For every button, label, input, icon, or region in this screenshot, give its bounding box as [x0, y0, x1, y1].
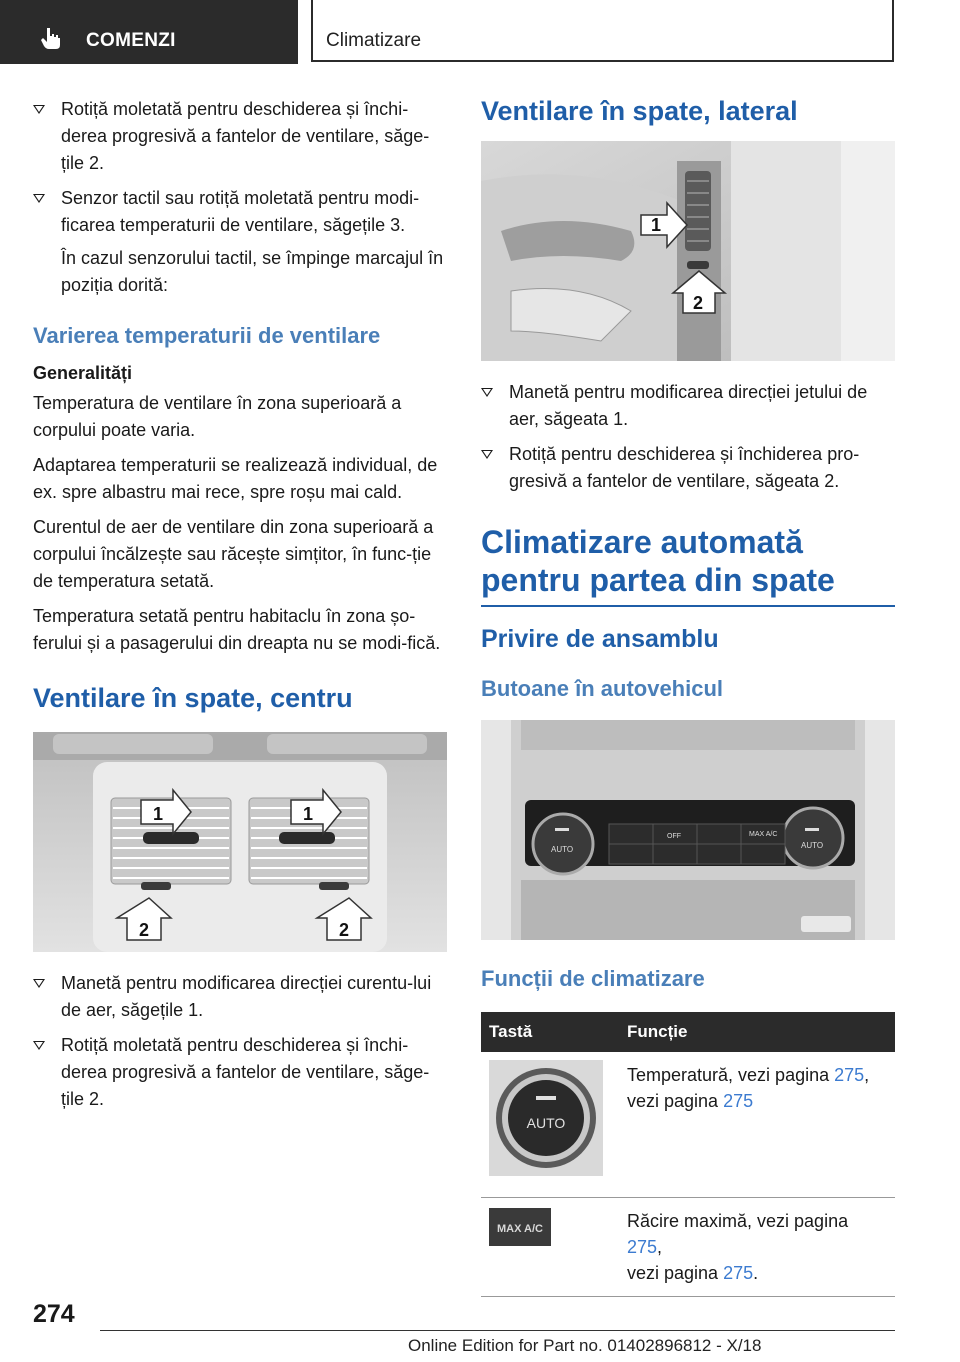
- svg-text:1: 1: [303, 804, 314, 824]
- svg-text:2: 2: [139, 920, 150, 940]
- section-buttons-in-vehicle: Butoane în autovehicul: [481, 676, 724, 701]
- triangle-bullet-icon: [33, 194, 45, 203]
- page-link[interactable]: 275: [627, 1237, 658, 1257]
- triangle-bullet-icon: [33, 1041, 45, 1050]
- header-section-title: Climatizare: [326, 30, 422, 51]
- figure-rear-center-vents: [33, 732, 447, 952]
- function-cell: Răcire maximă, vezi pagina 275, vezi pagina 275.: [619, 1198, 895, 1297]
- footer-divider: [100, 1330, 895, 1331]
- page-number: 274: [33, 1300, 75, 1328]
- triangle-bullet-icon: [481, 388, 493, 397]
- right-column: [481, 96, 895, 1297]
- svg-text:AUTO: AUTO: [526, 1115, 566, 1131]
- table-row: [481, 1198, 895, 1297]
- bullet-list-top: [33, 96, 447, 239]
- max-ac-button-icon: [489, 1208, 551, 1246]
- climate-panel-illustration: [481, 720, 895, 940]
- heading-temperature-variation: Varierea temperaturii de ventilare: [33, 323, 381, 348]
- header-tab-label: COMENZI: [86, 30, 176, 51]
- svg-text:MAX A/C: MAX A/C: [496, 1223, 544, 1235]
- paragraph: Curentul de aer de ventilare din zona superioară a corpului încălzește sau răcește simțitor, în func-ție de temperatura setată.: [33, 517, 434, 591]
- svg-text:2: 2: [693, 293, 704, 313]
- list-item: Rotiță moletată pentru deschiderea și închi-derea progresivă a fantelor de ventilare, săge-țile 2.: [33, 96, 447, 177]
- svg-text:AUTO: AUTO: [551, 845, 574, 854]
- list-item: Rotiță pentru deschiderea și închiderea pro-gresivă a fantelor de ventilare, săgeata 2.: [481, 441, 895, 495]
- function-cell: Temperatură, vezi pagina 275, vezi pagina 275: [619, 1052, 895, 1198]
- svg-text:MAX A/C: MAX A/C: [749, 831, 778, 838]
- triangle-bullet-icon: [33, 979, 45, 988]
- triangle-bullet-icon: [481, 450, 493, 459]
- table-header-row: [481, 1012, 895, 1052]
- climate-functions-table: [481, 1012, 895, 1297]
- bullet-list-lateral: [481, 379, 895, 495]
- list-item: Manetă pentru modificarea direcției curentu-lui de aer, săgețile 1.: [33, 970, 447, 1024]
- bullet-list-bottom: [33, 970, 447, 1113]
- rear-center-vents-illustration: [33, 732, 447, 952]
- page-link[interactable]: 275: [834, 1065, 865, 1085]
- page-link[interactable]: 275: [723, 1091, 754, 1111]
- column-header-function: Funcție: [619, 1012, 895, 1052]
- list-item: Rotiță moletată pentru deschiderea și închi-derea progresivă a fantelor de ventilare, săge-țile 2.: [33, 1032, 447, 1113]
- svg-text:AUTO: AUTO: [801, 841, 824, 850]
- bullet-note: În cazul senzorului tactil, se împinge marcajul în poziția dorită:: [61, 248, 444, 295]
- subheading-general: Generalități: [33, 363, 133, 383]
- heading-rear-side-ventilation: Ventilare în spate, lateral: [481, 96, 798, 126]
- figure-rear-side-vents: [481, 141, 895, 361]
- header-section-title-box: [311, 0, 894, 62]
- list-item: Manetă pentru modificarea direcției jetului de aer, săgeata 1.: [481, 379, 895, 433]
- svg-text:2: 2: [339, 920, 350, 940]
- paragraph: Adaptarea temperaturii se realizează individual, de ex. spre albastru mai rece, spre roșu mai cald.: [33, 455, 438, 502]
- table-row: [481, 1052, 895, 1198]
- rear-side-vents-illustration: [481, 141, 895, 361]
- svg-text:1: 1: [153, 804, 164, 824]
- svg-text:1: 1: [651, 215, 662, 235]
- footer-edition: Online Edition for Part no. 01402896812 - X/18: [408, 1336, 762, 1355]
- chapter-title: Climatizare automată pentru partea din spate: [481, 523, 895, 607]
- triangle-bullet-icon: [33, 105, 45, 114]
- column-header-key: Tastă: [481, 1012, 619, 1052]
- hand-pointer-icon: [40, 26, 62, 50]
- figure-climate-panel: [481, 720, 895, 940]
- section-climate-functions: Funcții de climatizare: [481, 966, 705, 991]
- page-link[interactable]: 275: [723, 1263, 754, 1283]
- left-column: [33, 96, 447, 1121]
- heading-rear-center-ventilation: Ventilare în spate, centru: [33, 683, 353, 713]
- section-overview: Privire de ansamblu: [481, 625, 719, 653]
- list-item: Senzor tactil sau rotiță moletată pentru modi-ficarea temperaturii de ventilare, săgețile 3.: [33, 185, 447, 239]
- header-tab-comenzi[interactable]: [0, 0, 298, 64]
- auto-knob-icon: [489, 1060, 603, 1176]
- paragraph: Temperatura setată pentru habitaclu în zona șo-ferului și a pasagerului din dreapta nu se modi-fică.: [33, 606, 441, 653]
- svg-text:OFF: OFF: [667, 833, 681, 840]
- paragraph: Temperatura de ventilare în zona superioară a corpului poate varia.: [33, 393, 402, 440]
